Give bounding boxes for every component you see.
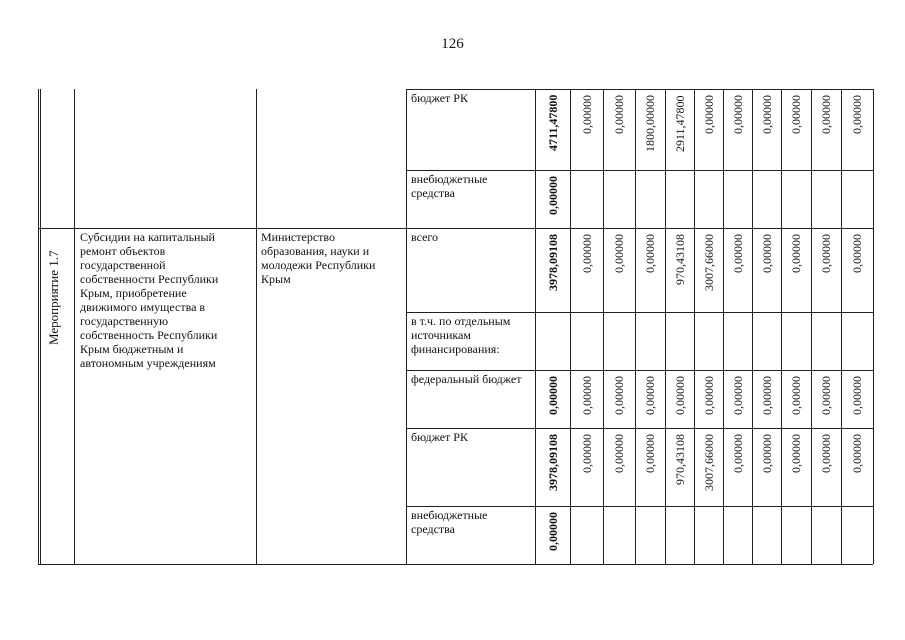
value-cell: 0,00000 (702, 95, 716, 134)
grid-line (406, 370, 873, 371)
value-cell: 0,00000 (850, 376, 864, 415)
value-cell: 970,43108 (673, 434, 687, 485)
grid-line (752, 89, 753, 564)
grid-line (406, 170, 873, 171)
grid-line (873, 89, 874, 564)
value-cell: 3007,66000 (702, 434, 716, 491)
grid-line (406, 89, 873, 90)
value-cell: 3978,09108 (546, 434, 560, 491)
value-cell: 970,43108 (673, 234, 687, 285)
value-cell: 0,00000 (731, 376, 745, 415)
value-cell: 0,00000 (850, 234, 864, 273)
value-cell: 0,00000 (760, 376, 774, 415)
value-cell: 3007,66000 (702, 234, 716, 291)
value-cell: 2911,47800 (673, 95, 687, 152)
source-label: в т.ч. по отдельным источникам финансирования: (411, 314, 511, 356)
value-cell: 0,00000 (612, 376, 626, 415)
value-cell: 0,00000 (612, 95, 626, 134)
grid-line (665, 89, 666, 564)
grid-line (781, 89, 782, 564)
source-label: внебюджетные средства (411, 172, 488, 200)
value-cell: 0,00000 (789, 234, 803, 273)
value-cell: 0,00000 (731, 434, 745, 473)
value-cell: 0,00000 (612, 434, 626, 473)
value-cell: 0,00000 (819, 234, 833, 273)
value-cell: 0,00000 (643, 376, 657, 415)
value-cell: 0,00000 (612, 234, 626, 273)
value-cell: 0,00000 (580, 95, 594, 134)
value-cell: 0,00000 (673, 376, 687, 415)
source-label: всего (411, 230, 439, 244)
value-cell: 0,00000 (731, 234, 745, 273)
grid-line (38, 564, 873, 565)
value-cell: 0,00000 (850, 95, 864, 134)
grid-line (406, 428, 873, 429)
grid-line (570, 89, 571, 564)
grid-line (406, 312, 873, 313)
measure-name: Субсидии на капитальный ремонт объектов государственной собственности Республики Крым, приобретение движимого имущества в государственную собственность Республики Крым бюджетным и автономным учреждениям (80, 230, 219, 370)
grid-line (74, 89, 75, 564)
grid-line (723, 89, 724, 564)
value-cell: 0,00000 (850, 434, 864, 473)
measure-executor: Министерство образования, науки и молодежи Республики Крым (261, 230, 376, 286)
value-cell: 0,00000 (546, 512, 560, 551)
page-number: 126 (441, 36, 464, 52)
grid-line (256, 89, 257, 564)
value-cell: 0,00000 (819, 95, 833, 134)
source-label: бюджет РК (411, 91, 468, 105)
value-cell: 0,00000 (580, 234, 594, 273)
grid-line (38, 89, 44, 564)
measure-label: Мероприятие 1.7 (46, 250, 61, 345)
value-cell: 0,00000 (643, 234, 657, 273)
value-cell: 0,00000 (580, 376, 594, 415)
grid-line (535, 89, 536, 564)
value-cell: 0,00000 (789, 434, 803, 473)
value-cell: 0,00000 (789, 95, 803, 134)
value-cell: 0,00000 (760, 234, 774, 273)
value-cell: 0,00000 (546, 376, 560, 415)
value-cell: 0,00000 (643, 434, 657, 473)
source-label: федеральный бюджет (411, 372, 522, 386)
value-cell: 0,00000 (546, 176, 560, 215)
grid-line (38, 228, 873, 229)
grid-line (841, 89, 842, 564)
grid-line (635, 89, 636, 564)
value-cell: 4711,47800 (546, 94, 560, 151)
value-cell: 1800,00000 (643, 95, 657, 152)
grid-line (694, 89, 695, 564)
grid-line (406, 89, 407, 564)
source-label: бюджет РК (411, 430, 468, 444)
value-cell: 0,00000 (819, 376, 833, 415)
value-cell: 3978,09108 (546, 234, 560, 291)
value-cell: 0,00000 (789, 376, 803, 415)
grid-line (603, 89, 604, 564)
value-cell: 0,00000 (731, 95, 745, 134)
value-cell: 0,00000 (580, 434, 594, 473)
source-label: внебюджетные средства (411, 508, 488, 536)
value-cell: 0,00000 (819, 434, 833, 473)
grid-line (406, 506, 873, 507)
value-cell: 0,00000 (760, 95, 774, 134)
value-cell: 0,00000 (760, 434, 774, 473)
grid-line (811, 89, 812, 564)
value-cell: 0,00000 (702, 376, 716, 415)
